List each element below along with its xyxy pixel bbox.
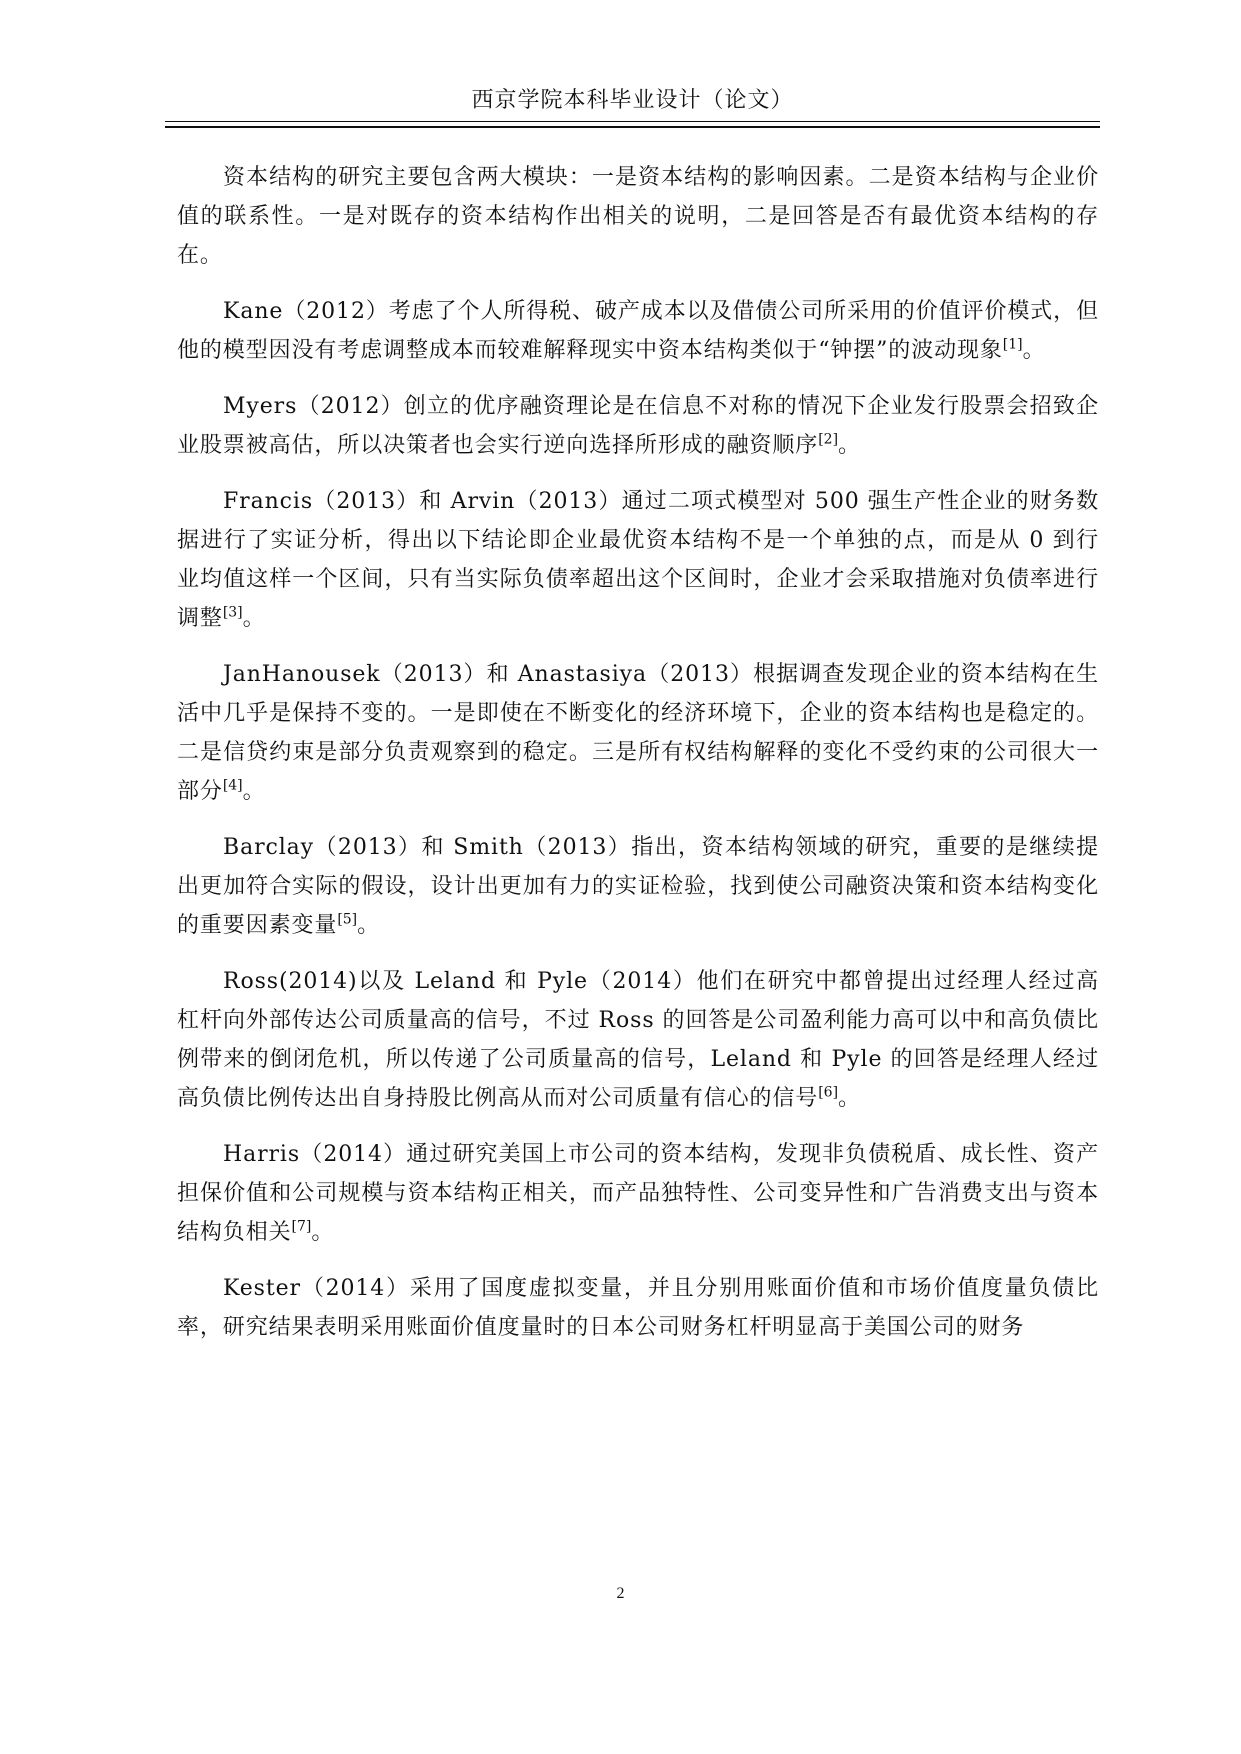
paragraph-4 <box>177 482 1099 638</box>
paragraph-text: Harris（2014）通过研究美国上市公司的资本结构，发现非负债税盾、成长性、资产担保价值和公司规模与资本结构正相关，而产品独特性、公司变异性和广告消费支出与资本结构负相关 <box>177 1142 1099 1245</box>
paragraph-text: Francis（2013）和 Arvin（2013）通过二项式模型对 500 强生产性企业的财务数据进行了实证分析，得出以下结论即企业最优资本结构不是一个单独的点，而是从 0 到行业均值这样一个区间，只有当实际负债率超出这个区间时，企业才会采取措施对负债率进行调整 <box>177 489 1099 631</box>
paragraph-tail: 。 <box>311 1220 335 1245</box>
body-text <box>177 158 1099 1364</box>
running-header: 西京学院本科毕业设计（论文） <box>471 88 794 113</box>
paragraph-text: Ross(2014)以及 Leland 和 Pyle（2014）他们在研究中都曾提出过经理人经过高杠杆向外部传达公司质量高的信号，不过 Ross 的回答是公司盈利能力高可以中和高负债比例带来的倒闭危机，所以传递了公司质量高的信号，Leland 和 Pyle 的回答是经理人经过高负债比例传达出自身持股比例高从而对公司质量有信心的信号 <box>177 969 1099 1111</box>
citation-marker: [4] <box>222 777 243 794</box>
citation-marker: [1] <box>1002 336 1023 353</box>
citation-marker: [5] <box>337 911 358 928</box>
paragraph-tail: 。 <box>357 913 381 938</box>
paragraph-text: 资本结构的研究主要包含两大模块：一是资本结构的影响因素。二是资本结构与企业价值的联系性。一是对既存的资本结构作出相关的说明，二是回答是否有最优资本结构的存在。 <box>177 165 1099 268</box>
paragraph-tail: 。 <box>242 779 266 804</box>
paragraph-tail: 。 <box>242 606 266 631</box>
paragraph-3 <box>177 387 1099 465</box>
citation-marker: [3] <box>222 604 243 621</box>
paragraph-7 <box>177 962 1099 1118</box>
header-rule <box>165 121 1100 128</box>
paragraph-9 <box>177 1269 1099 1347</box>
citation-marker: [2] <box>818 431 839 448</box>
paragraph-text: Myers（2012）创立的优序融资理论是在信息不对称的情况下企业发行股票会招致企业股票被高估，所以决策者也会实行逆向选择所形成的融资顺序 <box>177 394 1099 458</box>
page-number: 2 <box>616 1585 625 1602</box>
paragraph-text: Kester（2014）采用了国度虚拟变量，并且分别用账面价值和市场价值度量负债比率，研究结果表明采用账面价值度量时的日本公司财务杠杆明显高于美国公司的财务 <box>177 1276 1099 1340</box>
paragraph-1 <box>177 158 1099 275</box>
citation-marker: [6] <box>818 1084 839 1101</box>
paragraph-5 <box>177 655 1099 811</box>
paragraph-tail: 。 <box>838 433 861 458</box>
paragraph-text: Barclay（2013）和 Smith（2013）指出，资本结构领域的研究，重要的是继续提出更加符合实际的假设，设计出更加有力的实证检验，找到使公司融资决策和资本结构变化的重要因素变量 <box>177 835 1099 938</box>
paragraph-2 <box>177 292 1099 370</box>
paragraph-text: Kane（2012）考虑了个人所得税、破产成本以及借债公司所采用的价值评价模式，但他的模型因没有考虑调整成本而较难解释现实中资本结构类似于“钟摆”的波动现象 <box>177 299 1099 363</box>
paragraph-tail: 。 <box>838 1086 861 1111</box>
paragraph-tail: 。 <box>1022 338 1046 363</box>
citation-marker: [7] <box>291 1218 312 1235</box>
paragraph-text: JanHanousek（2013）和 Anastasiya（2013）根据调查发现企业的资本结构在生活中几乎是保持不变的。一是即使在不断变化的经济环境下，企业的资本结构也是稳定的。二是信贷约束是部分负责观察到的稳定。三是所有权结构解释的变化不受约束的公司很大一部分 <box>177 662 1099 804</box>
paragraph-8 <box>177 1135 1099 1252</box>
paragraph-6 <box>177 828 1099 945</box>
